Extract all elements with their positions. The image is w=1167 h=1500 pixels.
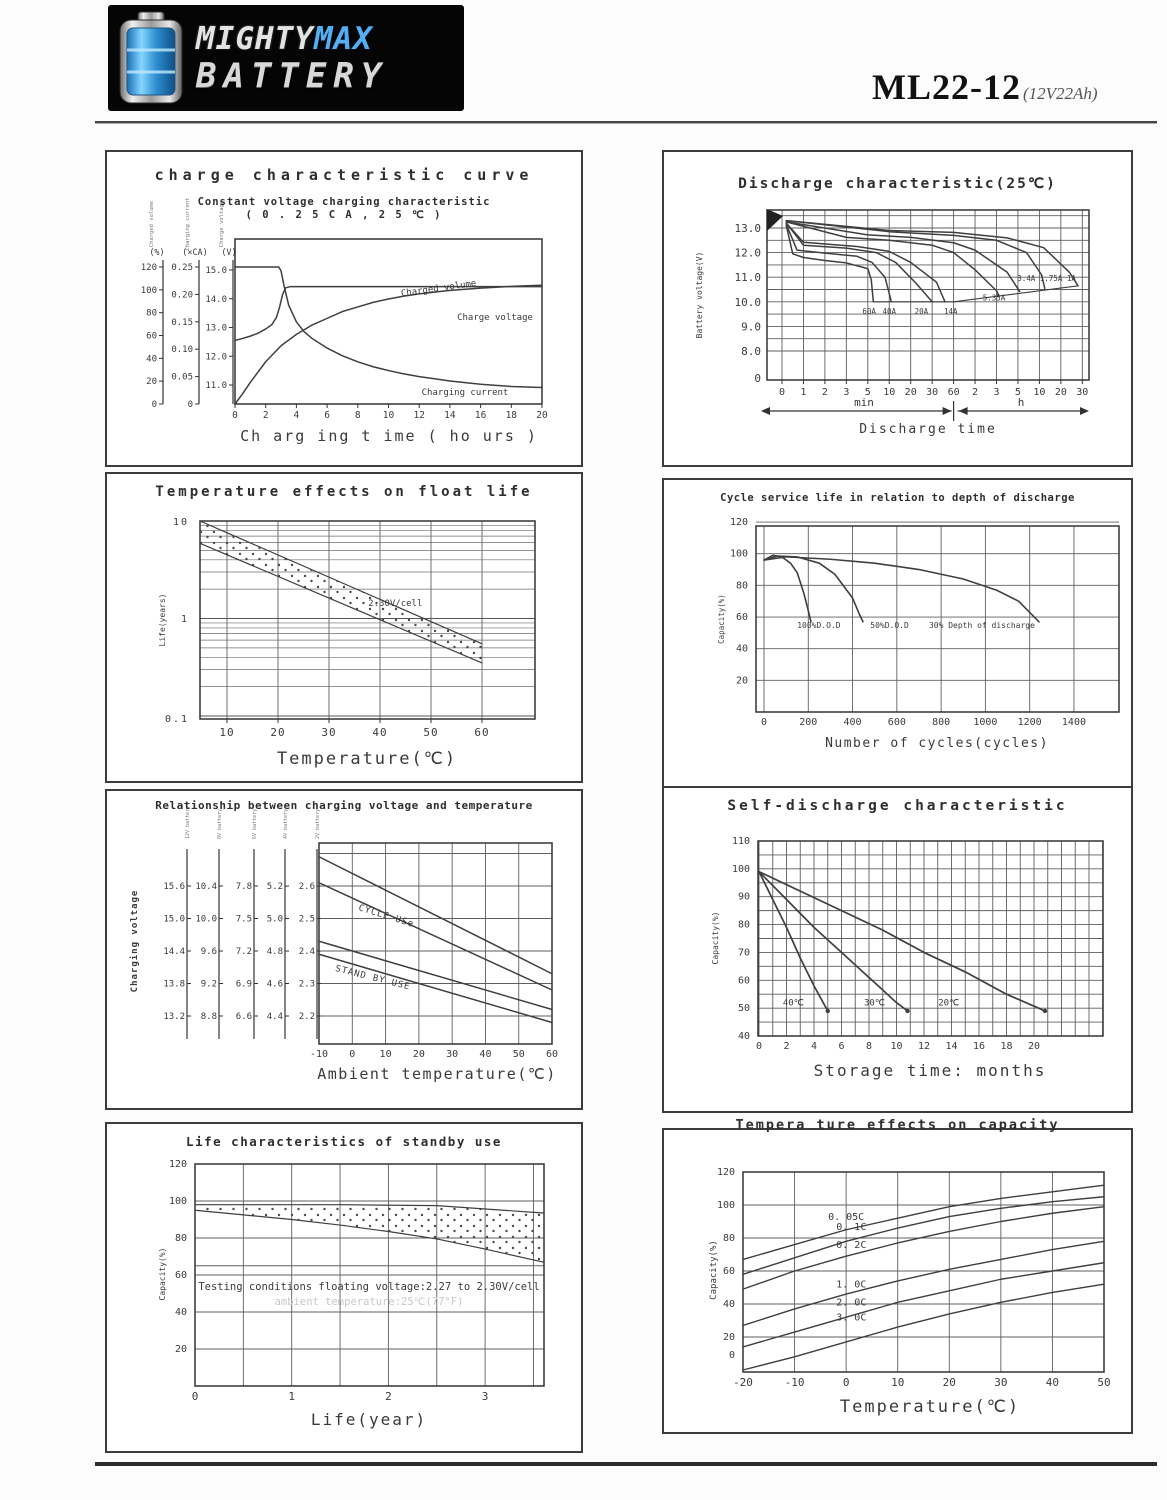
x-tick: 2 bbox=[821, 387, 828, 398]
x-tick: 40 bbox=[1045, 1376, 1060, 1389]
y-tick: 9.0 bbox=[741, 320, 761, 334]
brand-word-mighty: MIGHTY bbox=[196, 20, 314, 57]
voltage-scale-tick: 8.8 bbox=[200, 1012, 217, 1022]
x-axis-label: Ch arg ing t ime ( ho urs ) bbox=[240, 427, 538, 445]
x-tick: 20 bbox=[904, 387, 917, 398]
y-tick: 60 bbox=[722, 1266, 735, 1277]
x-tick: 30 bbox=[994, 1376, 1008, 1389]
axis-tick: 40 bbox=[146, 354, 157, 365]
x-tick: 14 bbox=[945, 1041, 958, 1052]
x-tick: 30 bbox=[926, 387, 939, 398]
y-tick: 11.0 bbox=[734, 271, 761, 285]
brand-logo bbox=[108, 5, 464, 111]
voltage-scale-tick: 15.6 bbox=[163, 882, 185, 892]
x-tick: 14 bbox=[444, 410, 456, 421]
y-tick: 100 bbox=[729, 548, 748, 560]
curve-label: Charging current bbox=[421, 388, 509, 398]
axis-tick: 15.0 bbox=[205, 266, 227, 276]
curve-label: 60A bbox=[862, 307, 876, 317]
curve-label: 50%D.O.D bbox=[870, 621, 909, 631]
x-tick: 1 bbox=[800, 387, 807, 398]
x-tick: 0 bbox=[349, 1049, 356, 1060]
axis-tick: 0 bbox=[151, 400, 157, 410]
x-tick: 10 bbox=[891, 1376, 905, 1389]
test-conditions-note: Testing conditions floating voltage:2.27 to 2.30V/cell bbox=[198, 1281, 540, 1293]
voltage-scale-tick: 6.6 bbox=[235, 1012, 252, 1022]
y-tick: 10.0 bbox=[734, 295, 761, 309]
x-tick: 60 bbox=[546, 1049, 559, 1060]
curve-label: 5.35A bbox=[982, 293, 1006, 303]
x-tick: 10 bbox=[219, 726, 235, 739]
series-Charging-current bbox=[235, 267, 542, 388]
y-tick: 60 bbox=[737, 975, 750, 987]
voltage-scale-tick: 7.2 bbox=[235, 947, 252, 957]
voltage-scale-name: 12V battery bbox=[185, 805, 191, 839]
chart-title: Relationship between charging voltage and temperature bbox=[155, 799, 533, 812]
model-spec: (12V22Ah) bbox=[1022, 84, 1098, 103]
voltage-scale-tick: 4.6 bbox=[266, 979, 283, 990]
chart-title: Tempera ture effects on capacity bbox=[735, 1117, 1060, 1133]
x-tick: 0 bbox=[755, 1041, 763, 1052]
x-axis-label: Number of cycles(cycles) bbox=[825, 736, 1049, 751]
panel-charge-characteristic bbox=[105, 150, 583, 467]
y-tick: 40 bbox=[735, 643, 748, 655]
x-tick: 50 bbox=[423, 726, 439, 739]
footer-divider bbox=[95, 1462, 1157, 1466]
series-40℃ bbox=[759, 872, 828, 1011]
curve-label: 30℃ bbox=[864, 998, 885, 1009]
y-axis-label: Capacity(%) bbox=[711, 911, 720, 965]
curve-label: 40℃ bbox=[782, 998, 804, 1009]
x-tick: 10 bbox=[883, 387, 896, 398]
x-axis-label: Temperature(℃) bbox=[276, 749, 458, 769]
curve-label: STAND BY USE bbox=[334, 964, 412, 993]
header-divider bbox=[95, 121, 1157, 124]
curve-label: 0. 2C bbox=[836, 1239, 867, 1251]
series-0.1C bbox=[743, 1197, 1104, 1275]
x-tick: 0 bbox=[842, 1376, 850, 1389]
x-tick: 18 bbox=[1000, 1041, 1013, 1052]
series-30℃ bbox=[759, 872, 908, 1011]
x-tick: 40 bbox=[479, 1049, 492, 1060]
voltage-scale-tick: 2.5 bbox=[298, 914, 315, 925]
x-tick: 20 bbox=[412, 1049, 425, 1060]
model-heading bbox=[872, 66, 1098, 108]
voltage-scale-tick: 10.4 bbox=[195, 882, 217, 892]
panel-cycle-life bbox=[662, 478, 1133, 790]
axis-name: Charged volume bbox=[149, 200, 155, 248]
voltage-scale-tick: 7.8 bbox=[235, 882, 252, 892]
axis-tick: 0.05 bbox=[171, 372, 193, 383]
voltage-scale-tick: 4.8 bbox=[266, 947, 283, 957]
y-tick: 110 bbox=[731, 835, 750, 847]
panel-temperature-capacity bbox=[662, 1117, 1133, 1434]
axis-tick: 11.0 bbox=[205, 381, 227, 391]
axis-name: Charging current bbox=[185, 197, 191, 251]
band-label: 2.30V/cell bbox=[368, 598, 423, 609]
panel-self-discharge bbox=[662, 786, 1133, 1113]
y-tick: 70 bbox=[737, 947, 750, 959]
y-tick: 40 bbox=[722, 1299, 735, 1310]
y-tick: 90 bbox=[737, 891, 750, 903]
x-tick: 10 bbox=[1033, 387, 1046, 398]
x-tick: 8 bbox=[865, 1041, 873, 1052]
axis-tick: 0.20 bbox=[171, 290, 193, 301]
curve-label: 30% Depth of discharge bbox=[928, 621, 1035, 631]
axis-tick: 0.10 bbox=[171, 345, 193, 356]
x-tick: 2 bbox=[972, 387, 979, 398]
chart-title: charge characteristic curve bbox=[154, 166, 534, 184]
y-tick: 80 bbox=[722, 1233, 735, 1244]
axis-tick: 13.0 bbox=[205, 323, 227, 334]
brand-text bbox=[196, 20, 389, 96]
y-tick: 120 bbox=[168, 1159, 187, 1170]
voltage-scale-tick: 14.4 bbox=[163, 947, 185, 957]
x-tick: 12 bbox=[917, 1041, 931, 1052]
x-tick: 4 bbox=[293, 410, 300, 421]
y-tick: 40 bbox=[737, 1031, 750, 1042]
panel-float-life bbox=[105, 472, 583, 783]
axis-tick: 20 bbox=[146, 377, 157, 388]
voltage-scale-tick: 9.2 bbox=[200, 979, 217, 990]
panel-charging-voltage-temperature bbox=[105, 789, 583, 1110]
voltage-scale-tick: 5.0 bbox=[266, 914, 283, 925]
voltage-scale-tick: 15.0 bbox=[163, 914, 185, 925]
curve-label: 0. 1C bbox=[836, 1221, 867, 1233]
x-group-min: min bbox=[854, 396, 874, 409]
y-tick: 120 bbox=[716, 1167, 735, 1178]
x-tick: 16 bbox=[474, 410, 487, 421]
voltage-scale-tick: 2.6 bbox=[298, 882, 315, 892]
series-1.0C bbox=[743, 1241, 1104, 1325]
x-tick: 30 bbox=[1076, 387, 1089, 398]
x-tick: 20 bbox=[1027, 1041, 1041, 1052]
axis-tick: 14.0 bbox=[205, 294, 227, 305]
y-tick: 13.0 bbox=[734, 222, 761, 235]
x-tick: 30 bbox=[321, 726, 337, 739]
curve-label: 20℃ bbox=[938, 998, 960, 1009]
voltage-scale-tick: 13.2 bbox=[163, 1012, 185, 1022]
y-tick: 20 bbox=[722, 1332, 735, 1343]
x-tick: 3 bbox=[993, 387, 1000, 398]
curve-label: 40A bbox=[882, 307, 897, 317]
series-50%D.O.D bbox=[764, 556, 863, 622]
series-30%-Depth-of-discharge bbox=[764, 557, 1039, 622]
x-tick: 12 bbox=[413, 410, 425, 421]
series-100%D.O.D bbox=[764, 555, 811, 621]
y-tick: 40 bbox=[174, 1307, 187, 1318]
discharge-chart-canvas bbox=[664, 152, 1127, 461]
x-tick: 1000 bbox=[973, 717, 998, 728]
curve-label: 2. 0C bbox=[836, 1297, 867, 1309]
x-tick: 8 bbox=[354, 410, 361, 421]
y-tick: 80 bbox=[174, 1233, 187, 1244]
x-tick: 18 bbox=[505, 410, 518, 421]
panel-standby-life bbox=[105, 1122, 583, 1453]
x-tick: 60 bbox=[474, 726, 490, 739]
voltage-scale-tick: 4.4 bbox=[266, 1012, 283, 1022]
y-axis-label: Charging voltage bbox=[130, 889, 140, 993]
float-life-chart-canvas bbox=[107, 474, 577, 777]
x-axis-label: Temperature(℃) bbox=[839, 1397, 1021, 1417]
x-tick: 10 bbox=[890, 1041, 903, 1052]
axis-name: Charge voltage bbox=[219, 200, 225, 248]
band-lower-edge bbox=[200, 543, 482, 663]
chart-title: Life characteristics of standby use bbox=[186, 1134, 502, 1149]
y-tick: 12.0 bbox=[734, 246, 761, 260]
curve-label: Charge voltage bbox=[457, 313, 533, 323]
x-axis-label: Storage time: months bbox=[813, 1061, 1047, 1080]
y-tick: 0.1 bbox=[164, 714, 189, 725]
cycle-life-chart-canvas bbox=[664, 480, 1127, 784]
x-tick: 20 bbox=[942, 1376, 956, 1389]
axis-tick: 0.25 bbox=[171, 263, 193, 273]
x-tick: 20 bbox=[536, 410, 548, 421]
x-tick: 5 bbox=[1014, 387, 1021, 398]
voltage-scale-tick: 2.4 bbox=[298, 947, 315, 957]
x-tick: 6 bbox=[838, 1041, 845, 1052]
curve-label: 14A bbox=[943, 307, 958, 317]
battery-icon bbox=[114, 11, 188, 105]
y-tick: 8.0 bbox=[741, 345, 761, 358]
x-tick: 3 bbox=[481, 1390, 489, 1403]
voltage-scale-tick: 2.3 bbox=[298, 979, 315, 990]
voltage-scale-tick: 7.5 bbox=[235, 914, 252, 925]
y-tick: 100 bbox=[168, 1196, 187, 1207]
voltage-scale-tick: 5.2 bbox=[266, 882, 283, 892]
curve-label: 0. 05C bbox=[828, 1211, 865, 1223]
axis-unit: (V) bbox=[221, 248, 237, 258]
x-tick: 20 bbox=[270, 726, 286, 739]
x-tick: 60 bbox=[947, 387, 960, 398]
y-axis-label: Battery voltage(V) bbox=[695, 251, 704, 339]
y-tick: 80 bbox=[735, 580, 748, 592]
y-tick: 20 bbox=[735, 675, 748, 687]
self-discharge-chart-canvas bbox=[664, 788, 1127, 1107]
x-tick: 2 bbox=[385, 1390, 392, 1403]
x-tick: -20 bbox=[733, 1376, 753, 1389]
axis-tick: 100 bbox=[140, 285, 157, 296]
axis-tick: 80 bbox=[146, 308, 157, 319]
x-tick: 10 bbox=[382, 410, 395, 421]
chart-title: Self-discharge characteristic bbox=[727, 798, 1068, 814]
chart-subtitle2: ( 0 . 2 5 C A , 2 5 ℃ ) bbox=[245, 209, 443, 221]
x-tick: 40 bbox=[372, 726, 388, 739]
x-tick: 0 bbox=[232, 410, 238, 421]
y-tick-zero: 0 bbox=[728, 1350, 735, 1361]
y-axis-label: Life(years) bbox=[158, 593, 167, 647]
y-tick: 120 bbox=[729, 517, 748, 529]
curve-label: 3.4A 1.75A 1A bbox=[1017, 273, 1076, 283]
x-tick: 3 bbox=[843, 387, 850, 398]
x-tick: 4 bbox=[810, 1041, 818, 1052]
y-tick: 100 bbox=[716, 1200, 735, 1211]
x-tick: 2 bbox=[262, 410, 269, 421]
x-tick: 0 bbox=[760, 717, 768, 728]
axis-unit: (×CA) bbox=[182, 248, 208, 258]
x-group-h: h bbox=[1017, 396, 1025, 409]
axis-tick: 12.0 bbox=[205, 352, 227, 363]
x-tick: 1 bbox=[288, 1390, 296, 1403]
y-tick-zero: 0 bbox=[754, 372, 761, 385]
test-conditions-note-faint: ambient temperature:25℃(77°F) bbox=[274, 1296, 464, 1308]
voltage-scale-tick: 2.2 bbox=[298, 1012, 315, 1022]
axis-tick: 0 bbox=[187, 400, 193, 410]
y-tick: 60 bbox=[735, 612, 748, 624]
axis-tick: 0.15 bbox=[171, 317, 193, 328]
series-standby-lower bbox=[319, 954, 552, 1022]
standby-life-chart-canvas bbox=[107, 1124, 577, 1447]
brand-word-max: MAX bbox=[313, 20, 373, 57]
curve-label: 1. 0C bbox=[836, 1279, 867, 1291]
x-tick: 6 bbox=[324, 410, 330, 421]
model-number: ML22-12 bbox=[872, 67, 1021, 107]
y-tick: 10 bbox=[172, 517, 189, 528]
chart-subtitle: Constant voltage charging characteristic bbox=[197, 196, 491, 208]
chart-title: Temperature effects on float life bbox=[155, 484, 533, 500]
y-tick: 80 bbox=[737, 919, 750, 931]
x-axis-label: Life(year) bbox=[310, 1410, 428, 1429]
x-tick: 1400 bbox=[1061, 717, 1087, 728]
curve-label: Charged volume bbox=[400, 278, 477, 300]
x-tick: 600 bbox=[887, 717, 906, 728]
charging-voltage-chart-canvas bbox=[107, 791, 577, 1104]
x-tick: -10 bbox=[309, 1049, 329, 1060]
temperature-capacity-chart-canvas bbox=[664, 1130, 1127, 1428]
voltage-scale-tick: 10.0 bbox=[195, 914, 217, 925]
x-tick: 400 bbox=[843, 717, 862, 728]
y-axis-label: Capacity(%) bbox=[158, 1247, 167, 1301]
x-tick: 30 bbox=[446, 1049, 459, 1060]
voltage-scale-tick: 13.8 bbox=[163, 979, 185, 990]
x-tick: 200 bbox=[799, 717, 818, 728]
x-tick: -10 bbox=[784, 1376, 805, 1389]
voltage-scale-tick: 9.6 bbox=[200, 947, 217, 957]
x-tick: 50 bbox=[1097, 1376, 1111, 1389]
voltage-scale-name: 8V battery bbox=[217, 808, 223, 839]
voltage-scale-tick: 6.9 bbox=[235, 979, 252, 990]
x-tick: 16 bbox=[972, 1041, 986, 1052]
curve-label: 20A bbox=[914, 307, 929, 317]
y-tick: 100 bbox=[731, 863, 750, 875]
x-tick: 800 bbox=[932, 717, 951, 728]
x-tick: 0 bbox=[191, 1390, 199, 1403]
series-cycle-upper bbox=[319, 857, 552, 974]
curve-label: 3. 0C bbox=[836, 1312, 867, 1324]
curve-label: CYCLE USe bbox=[357, 903, 416, 930]
series-cutoff bbox=[873, 286, 1078, 302]
y-tick: 1 bbox=[180, 614, 189, 625]
x-tick: 0 bbox=[778, 387, 786, 398]
x-tick: 10 bbox=[379, 1049, 392, 1060]
y-tick: 50 bbox=[737, 1003, 750, 1015]
chart-title: Cycle service life in relation to depth of discharge bbox=[720, 492, 1075, 504]
curve-label: 100%D.O.D bbox=[797, 621, 841, 631]
x-tick: 20 bbox=[1054, 387, 1067, 398]
x-axis-label: Ambient temperature(℃) bbox=[317, 1065, 557, 1083]
x-axis-label: Discharge time bbox=[859, 422, 997, 437]
voltage-scale-name: 2V battery bbox=[315, 808, 321, 839]
y-tick: 60 bbox=[174, 1270, 187, 1281]
axis-tick: 120 bbox=[140, 262, 157, 273]
y-axis-label: Capacity(%) bbox=[709, 1240, 719, 1300]
x-tick: 1200 bbox=[1017, 717, 1042, 728]
band-upper-edge bbox=[200, 521, 482, 644]
voltage-scale-name: 4V battery bbox=[283, 808, 289, 839]
series-0.2C bbox=[743, 1207, 1104, 1290]
y-axis-label: Capacity(%) bbox=[717, 594, 726, 644]
panel-discharge-characteristic bbox=[662, 150, 1133, 467]
voltage-scale-name: 6V battery bbox=[252, 808, 258, 839]
x-tick: 2 bbox=[783, 1041, 790, 1052]
axis-tick: 60 bbox=[146, 331, 157, 342]
chart-title: Discharge characteristic(25℃) bbox=[738, 176, 1057, 192]
x-tick: 5 bbox=[864, 387, 871, 398]
series-20℃ bbox=[759, 872, 1045, 1011]
y-tick: 20 bbox=[174, 1344, 187, 1355]
x-tick: 50 bbox=[512, 1049, 525, 1060]
axis-unit: (%) bbox=[149, 248, 165, 258]
brand-word-battery: BATTERY bbox=[196, 55, 389, 96]
